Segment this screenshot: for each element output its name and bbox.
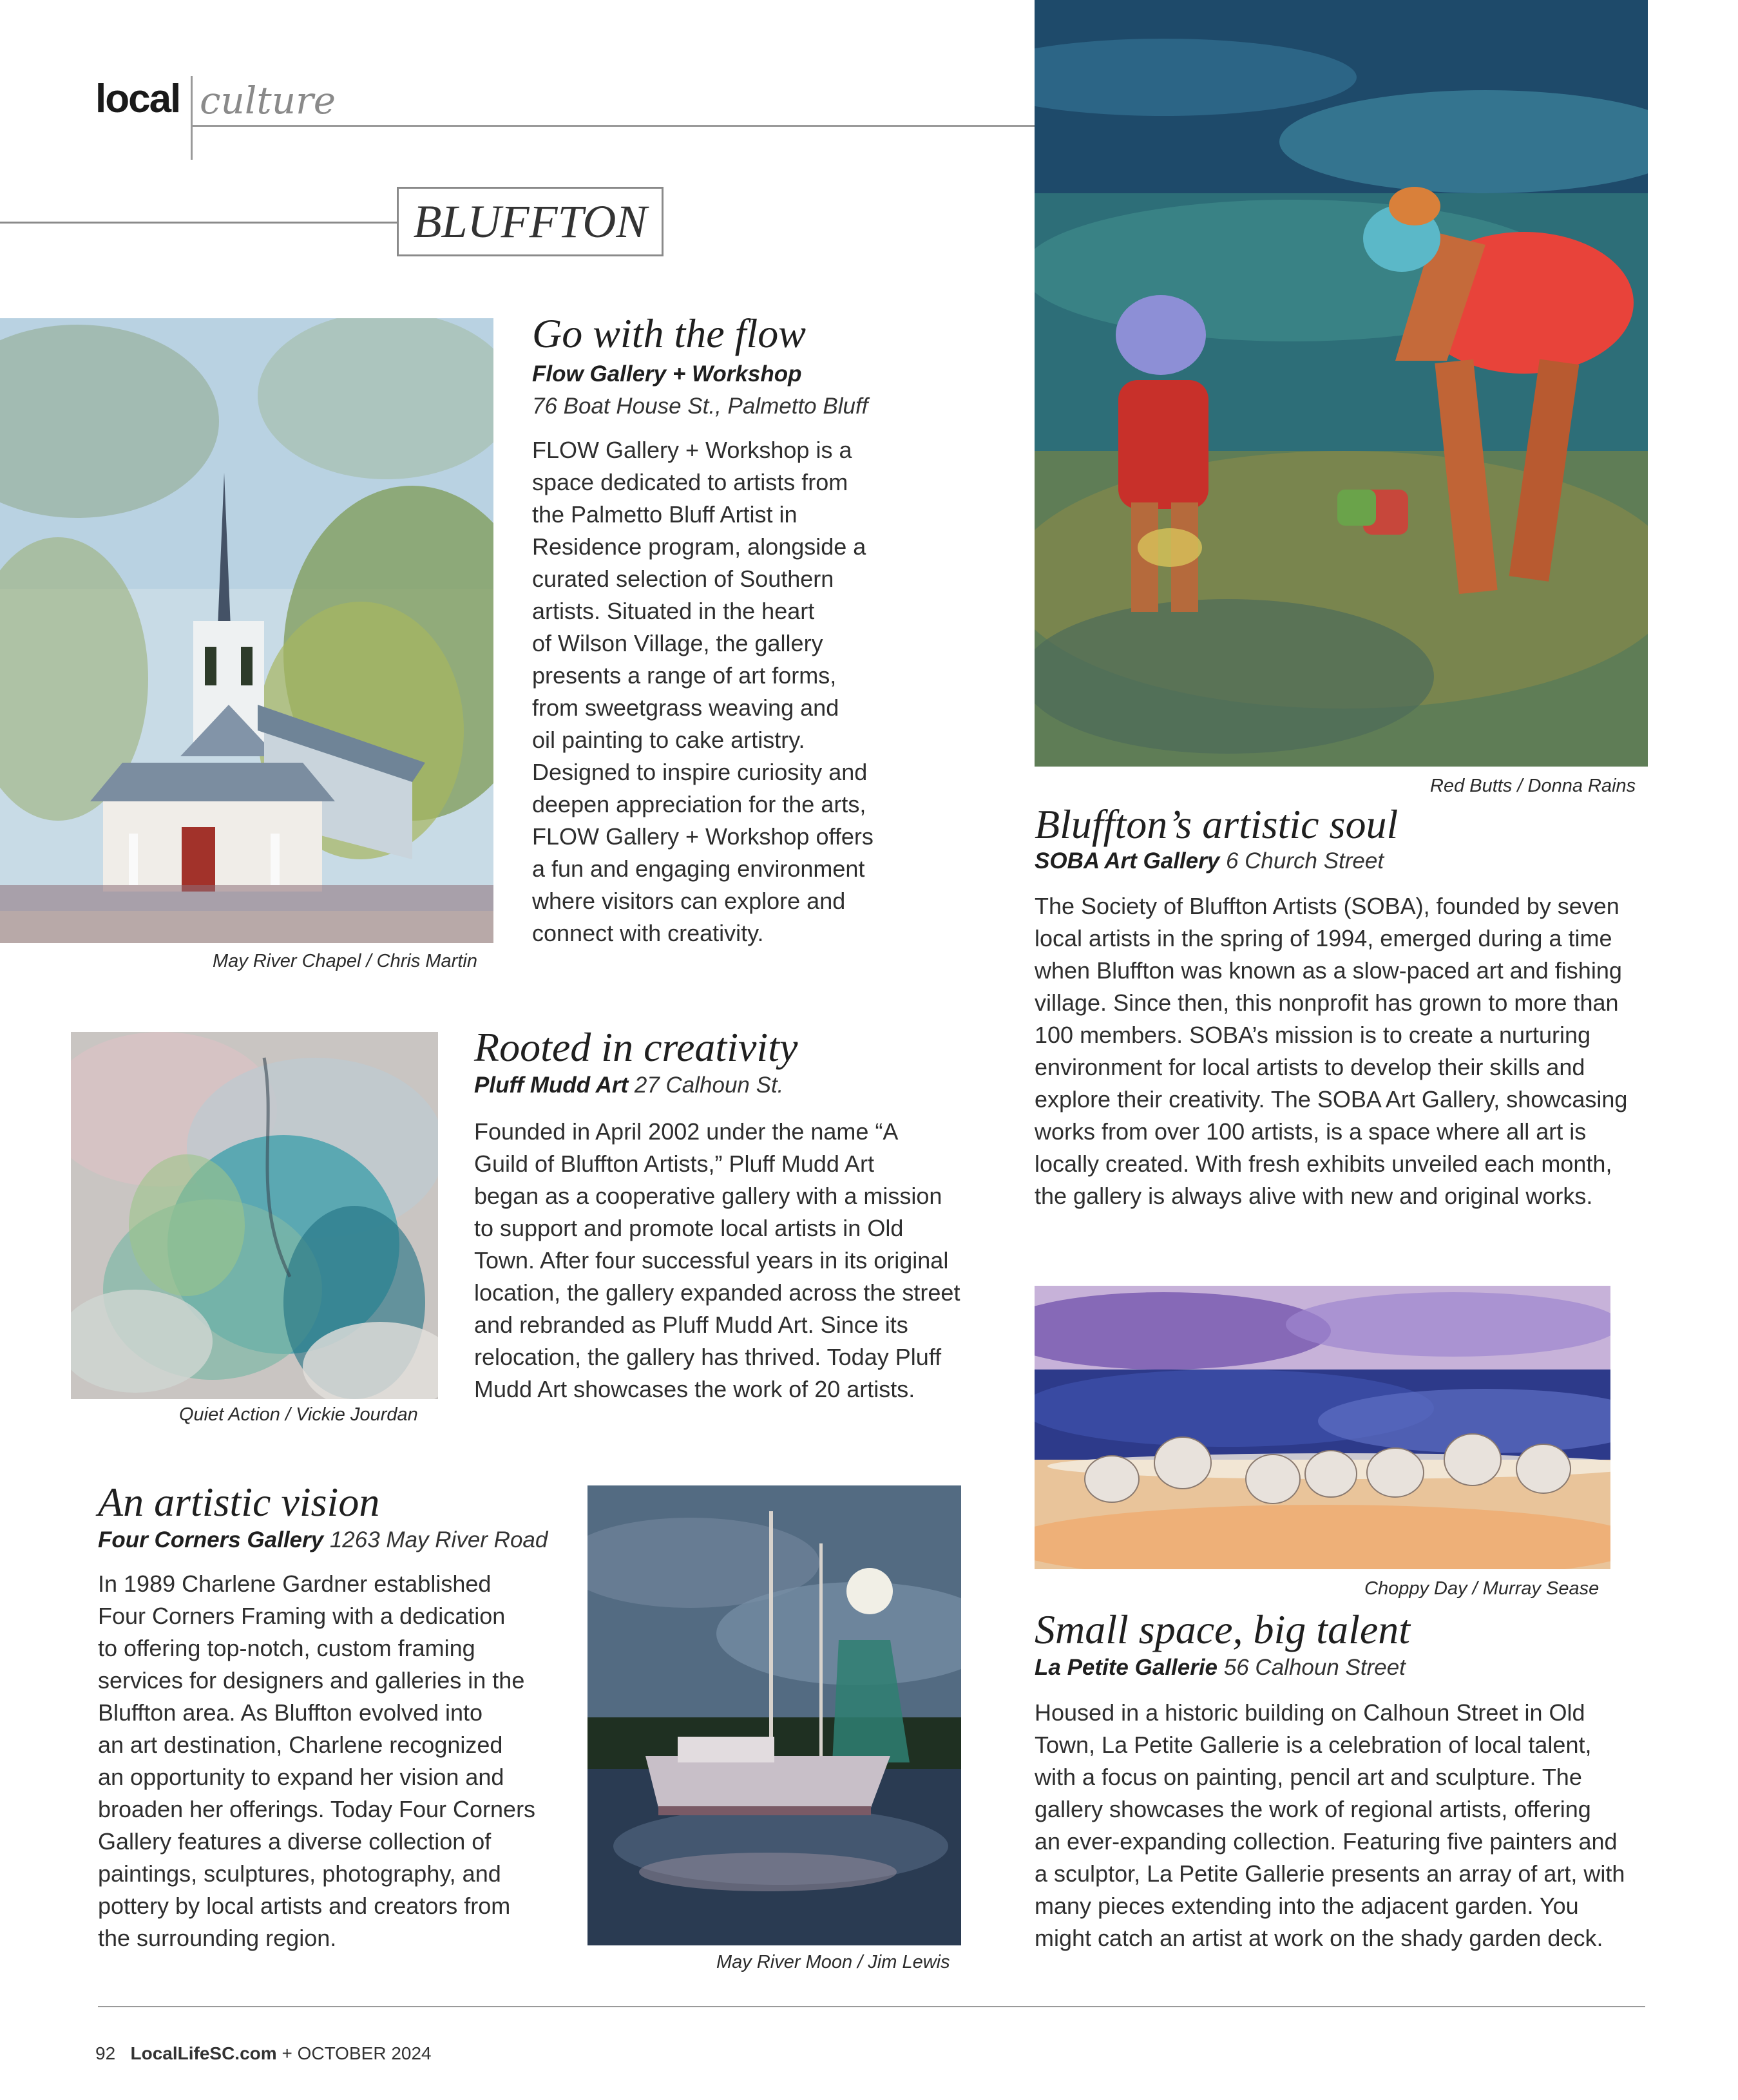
- choppy-day-painting: [1035, 1286, 1610, 1569]
- section-title: BLUFFTON: [413, 196, 647, 247]
- caption-moon: May River Moon / Jim Lewis: [716, 1952, 950, 1972]
- venue-flow-name: Flow Gallery + Workshop: [532, 361, 802, 387]
- page-number: 92: [95, 2043, 116, 2063]
- body-petite: Housed in a historic building on Calhoun Street in Old Town, La Petite Gallerie is a celebration of local talent, with a focus on painting, pencil art and sculpture. The gallery showcases the work of regional artists, offering an ever-expanding collection. Featuring five painters and a sculptor, La Petite Gallerie presents an array of art, with many pieces extending into the adjacent garden. You might catch an artist at work on the shady garden deck.: [1035, 1699, 1625, 1951]
- headline-four-corners: An artistic vision: [98, 1479, 380, 1525]
- brand-section: culture: [200, 79, 336, 122]
- venue-petite-name: La Petite Gallerie: [1035, 1655, 1218, 1680]
- venue-pluff: [474, 1069, 783, 1102]
- brand-divider: [191, 76, 193, 160]
- address-four-corners: 1263 May River Road: [329, 1527, 548, 1552]
- address-petite: 56 Calhoun Street: [1223, 1655, 1406, 1680]
- address-soba: 6 Church Street: [1225, 848, 1384, 873]
- may-river-moon-painting: [587, 1485, 961, 1945]
- caption-choppy: Choppy Day / Murray Sease: [1364, 1578, 1600, 1599]
- venue-soba-name: SOBA Art Gallery: [1035, 848, 1220, 873]
- venue-four-corners-name: Four Corners Gallery: [98, 1527, 324, 1552]
- headline-flow: Go with the flow: [532, 310, 806, 356]
- headline-soba: Bluffton’s artistic soul: [1035, 801, 1399, 847]
- body-four-corners: In 1989 Charlene Gardner established Four Corners Framing with a dedication to offering top-notch, custom framing services for designers and galleries in the Bluffton area. As Bluffton evolved into an art destination, Charlene recognized an opportunity to expand her vision and broaden her offerings. Today Four Corners Gallery features a diverse collection of paintings, sculptures, photography, and pottery by local artists and creators from the surrounding region.: [98, 1570, 536, 1951]
- caption-quiet: Quiet Action / Vickie Jourdan: [179, 1404, 418, 1425]
- body-flow: FLOW Gallery + Workshop is a space dedicated to artists from the Palmetto Bluff Artist in Residence program, alongside a curated selection of Southern artists. Situated in the heart of Wilson Village, the gallery presents a range of art forms, from sweetgrass weaving and oil painting to cake artistry. Designed to inspire curiosity and deepen appreciation for the arts, FLOW Gallery + Workshop offers a fun and engaging environment where visitors can explore and connect with creativity.: [532, 437, 874, 946]
- body-pluff: Founded in April 2002 under the name “A Guild of Bluffton Artists,” Pluff Mudd Art began as a cooperative gallery with a mission to support and promote local artists in Old Town. After four successful years in its original location, the gallery expanded across the street and rebranded as Pluff Mudd Art. Since its relocation, the gallery has thrived. Today Pluff Mudd Art showcases the work of 20 artists.: [474, 1118, 960, 1402]
- red-butts-painting: [1035, 0, 1648, 767]
- body-soba: The Society of Bluffton Artists (SOBA), founded by seven local artists in the spring of 1994, emerged during a time when Bluffton was known as a slow-paced art and fishing village. Since then, this nonprofit has grown to more than 100 members. SOBA’s mission is to create a nurturing environment for local artists to develop their skills and explore their creativity. The SOBA Art Gallery, showcasing works from over 100 artists, is a space where all art is locally created. With fresh exhibits unveiled each month, the gallery is always alive with new and original works.: [1035, 893, 1628, 1209]
- venue-flow: [532, 358, 801, 390]
- address-pluff: 27 Calhoun St.: [634, 1073, 784, 1098]
- caption-chapel: May River Chapel / Chris Martin: [213, 951, 477, 971]
- caption-butts: Red Butts / Donna Rains: [1430, 776, 1636, 796]
- chapel-painting: [0, 318, 493, 943]
- venue-soba: [1035, 845, 1384, 877]
- footer-rule: [98, 2006, 1645, 2007]
- issue-date: + OCTOBER 2024: [282, 2043, 432, 2063]
- address-flow: 76 Boat House St., Palmetto Bluff: [532, 394, 868, 419]
- section-rule: [0, 222, 398, 224]
- header-rule: [191, 125, 1035, 127]
- headline-pluff: Rooted in creativity: [474, 1024, 798, 1070]
- brand-local: local: [95, 77, 180, 121]
- headline-petite: Small space, big talent: [1035, 1607, 1411, 1652]
- venue-four-corners: [98, 1524, 548, 1556]
- quiet-action-painting: [71, 1032, 438, 1399]
- venue-pluff-name: Pluff Mudd Art: [474, 1073, 629, 1098]
- venue-petite: [1035, 1652, 1406, 1684]
- site-link[interactable]: LocalLifeSC.com: [130, 2043, 277, 2063]
- footer: [95, 2043, 432, 2064]
